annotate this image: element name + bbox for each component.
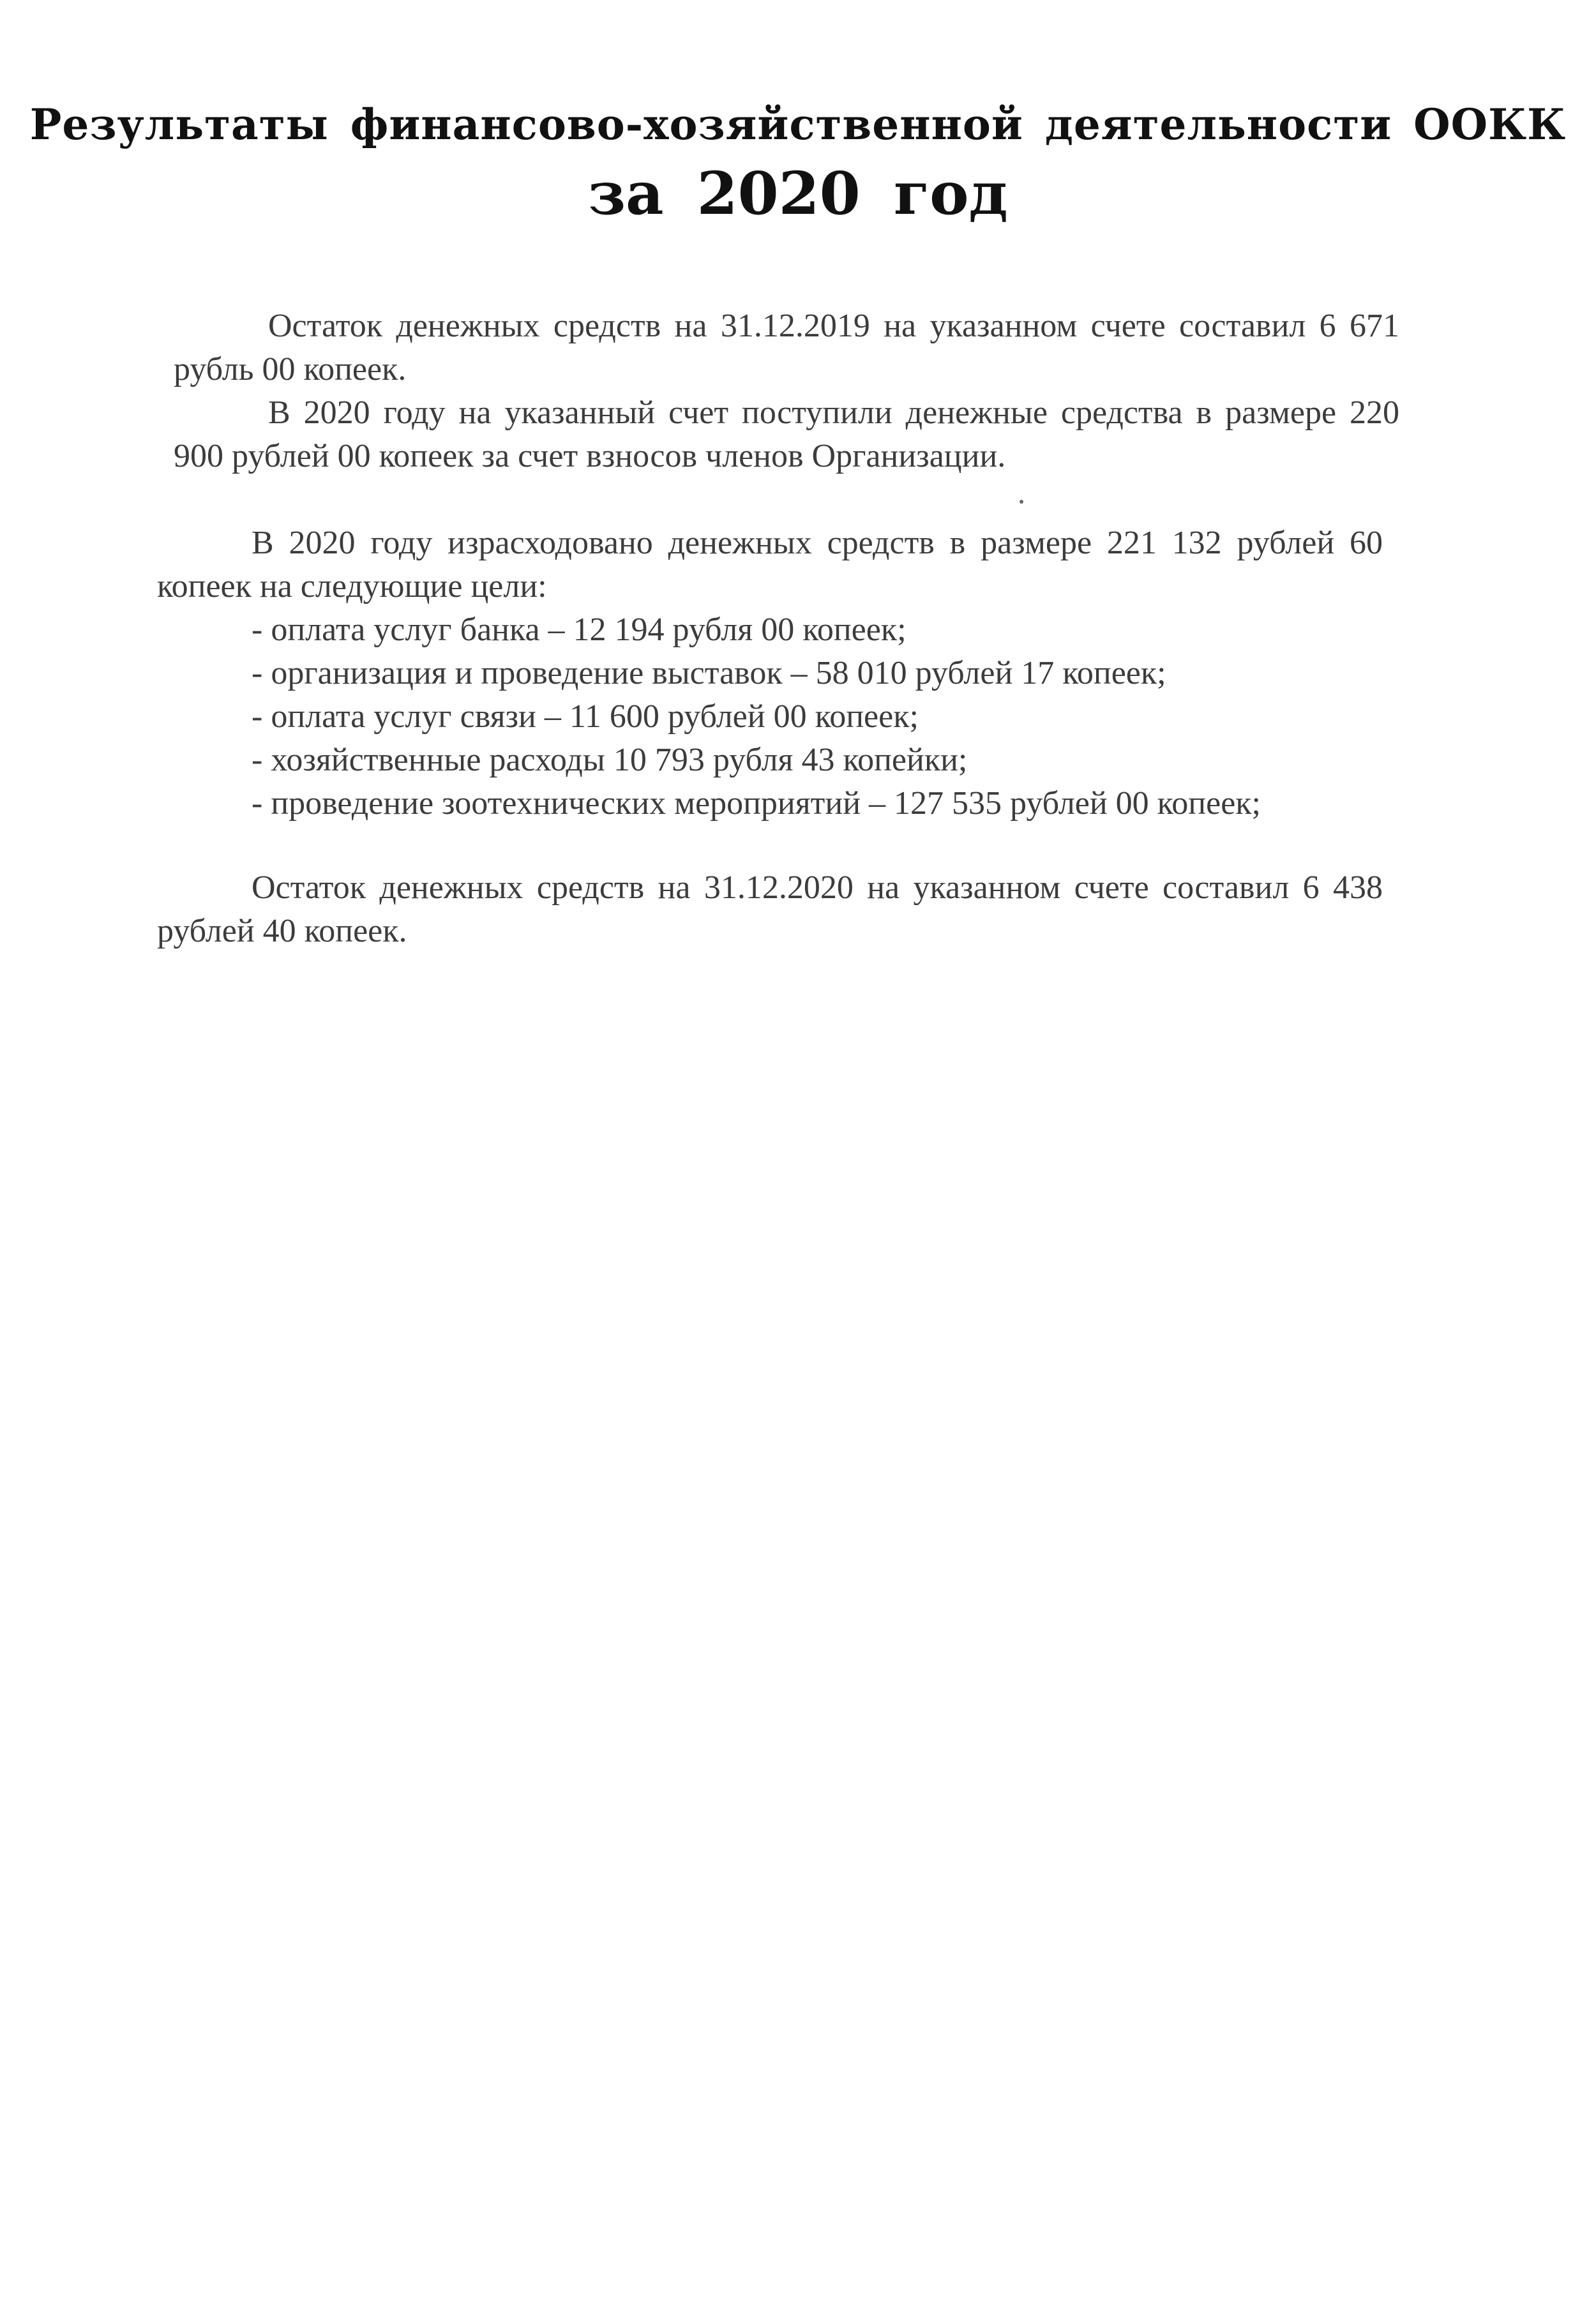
title-line-1: Результаты финансово-хозяйственной деятельности ООКК	[29, 100, 1567, 149]
paragraph-income: В 2020 году на указанный счет поступили денежные средства в размере 220 900 рублей 00 копеек за счет взносов членов Организации.	[174, 394, 1399, 474]
paragraph-expenses-intro: В 2020 году израсходовано денежных средств в размере 221 132 рублей 60 копеек на следующие цели:	[157, 525, 1383, 605]
document-title	[0, 96, 1596, 229]
expense-item-bank: - оплата услуг банка – 12 194 рубля 00 копеек;	[252, 612, 907, 648]
scan-speck	[1020, 500, 1023, 504]
paragraph-closing-balance: Остаток денежных средств на 31.12.2020 на указанном счете составил 6 438 рублей 40 копеек.	[157, 869, 1383, 949]
expense-item-zootechnical: - проведение зоотехнических мероприятий – 127 535 рублей 00 копеек;	[252, 785, 1261, 822]
expense-item-exhibitions: - организация и проведение выставок – 58 010 рублей 17 копеек;	[252, 655, 1166, 691]
expense-item-household: - хозяйственные расходы 10 793 рубля 43 копейки;	[252, 742, 968, 778]
expense-list	[157, 608, 1383, 825]
expense-item-communication: - оплата услуг связи – 11 600 рублей 00 копеек;	[252, 698, 919, 735]
title-line-2: за 2020 год	[588, 159, 1008, 228]
paragraph-opening-balance: Остаток денежных средств на 31.12.2019 на указанном счете составил 6 671 рубль 00 копеек.	[174, 308, 1399, 387]
